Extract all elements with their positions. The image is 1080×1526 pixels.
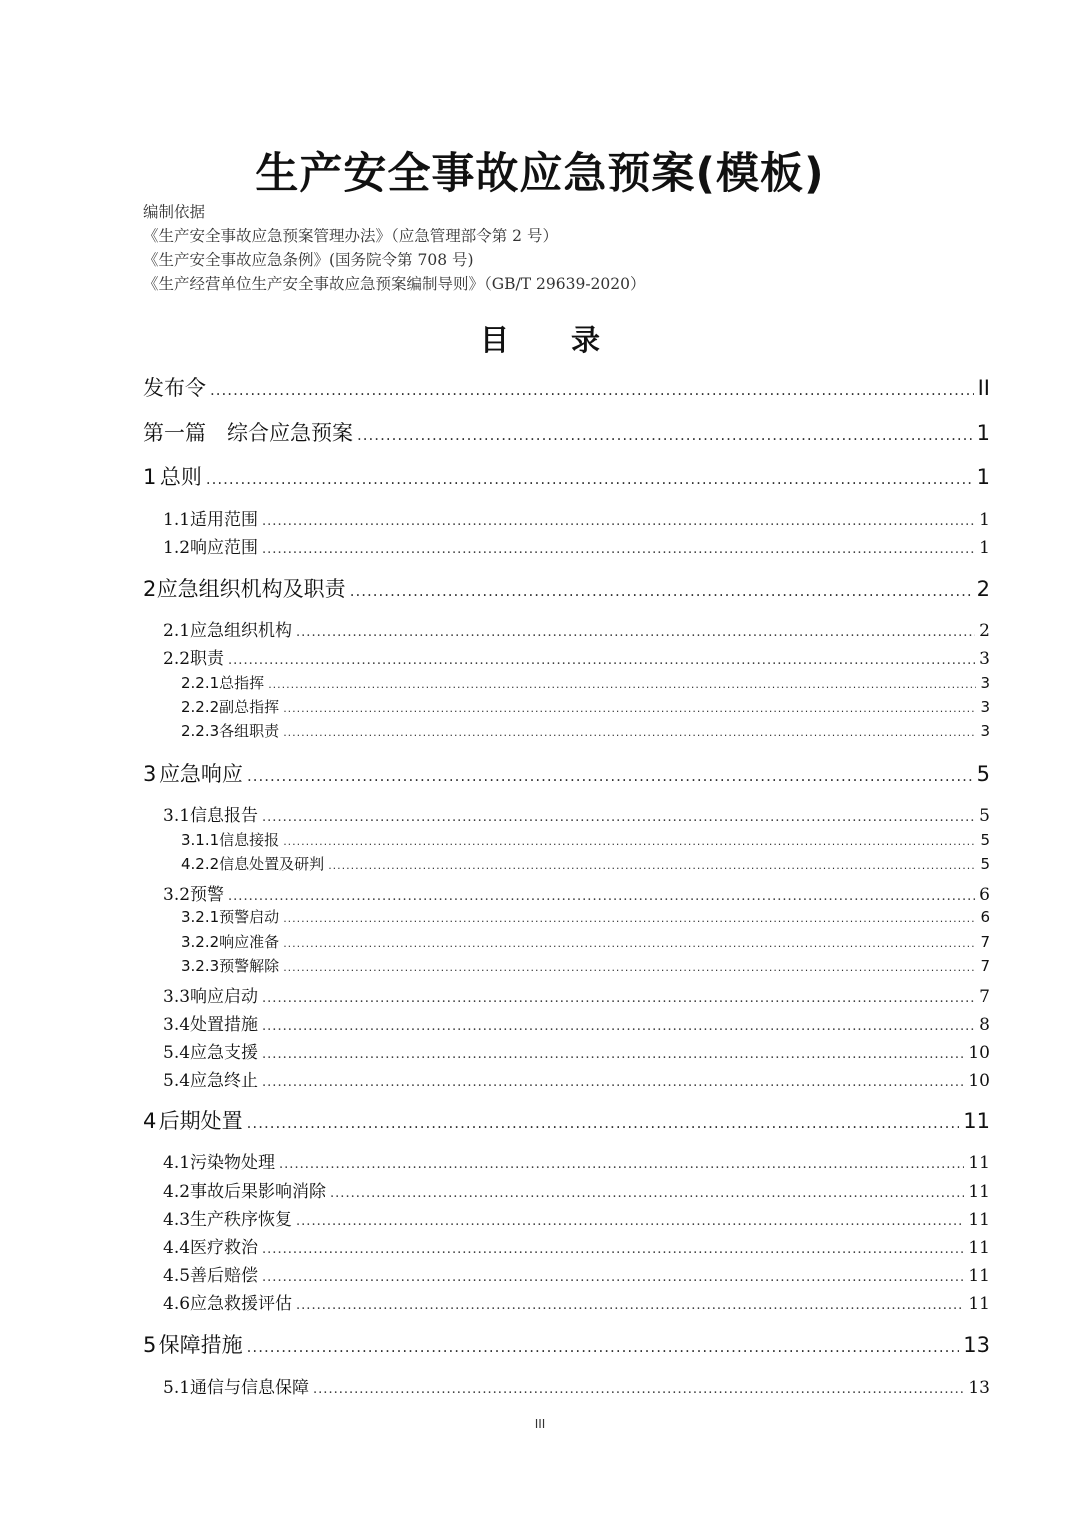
toc-entry[interactable] <box>163 1233 990 1258</box>
toc-leader <box>313 1382 964 1397</box>
toc-entry[interactable] <box>181 829 990 850</box>
toc-entry[interactable] <box>163 1038 990 1063</box>
toc-leader <box>296 1298 964 1313</box>
toc-entry[interactable] <box>163 505 990 530</box>
toc-entry-page: 6 <box>980 908 990 926</box>
toc-entry-label: 发布令 <box>143 376 206 400</box>
toc-entry-page: 5 <box>980 831 990 849</box>
toc-entry-page: 10 <box>968 1043 990 1063</box>
toc-entry-page: 13 <box>968 1378 990 1398</box>
toc-entry[interactable] <box>163 1177 990 1202</box>
toc-entry-number: 4.1 <box>163 1153 191 1173</box>
toc-entry-page: 11 <box>968 1266 990 1286</box>
toc-entry-page: 2 <box>979 621 990 641</box>
toc-entry[interactable] <box>163 616 990 641</box>
toc-entry[interactable] <box>143 417 990 447</box>
toc-entry-number: 2.2.3 <box>181 722 220 740</box>
toc-entry-number: 2 <box>143 577 157 601</box>
toc-entry-number: 5 <box>143 1333 157 1357</box>
toc-entry[interactable] <box>181 955 990 976</box>
toc-entry-label: 信息处置及研判 <box>219 855 325 873</box>
toc-leader <box>262 514 975 529</box>
toc-entry-number: 2.2 <box>163 649 191 669</box>
toc-heading: 目 录 <box>479 323 627 357</box>
toc-entry-number: 5.4 <box>163 1043 191 1063</box>
toc-entry-number: 4.5 <box>163 1266 191 1286</box>
toc-entry[interactable] <box>163 1148 990 1173</box>
toc-entry[interactable] <box>143 1329 990 1359</box>
toc-entry-number: 2.1 <box>163 621 191 641</box>
toc-entry-label: 保障措施 <box>158 1333 243 1357</box>
toc-entry-page: 11 <box>968 1153 990 1173</box>
toc-leader <box>262 542 975 557</box>
toc-entry-page: 3 <box>980 674 990 692</box>
toc-entry[interactable] <box>163 1205 990 1230</box>
toc-entry-label: 处置措施 <box>190 1015 259 1035</box>
toc-leader <box>247 1114 960 1132</box>
toc-leader <box>330 1186 964 1201</box>
toc-entry-page: 3 <box>980 722 990 740</box>
basis-item: 《生产安全事故应急条例》(国务院令第 708 号) <box>143 251 474 269</box>
toc-entry-page: 5 <box>979 806 990 826</box>
toc-entry-number: 3 <box>143 762 157 786</box>
toc-entry-page: 3 <box>980 698 990 716</box>
basis-heading: 编制依据 <box>143 203 206 221</box>
toc-entry-number: 4.2.2 <box>181 855 220 873</box>
toc-entry-number: 3.2.2 <box>181 933 220 951</box>
toc-entry-page: 8 <box>979 1015 990 1035</box>
toc-leader <box>350 582 973 600</box>
toc-leader <box>283 726 976 739</box>
toc-entry-number: 3.3 <box>163 987 191 1007</box>
toc-entry[interactable] <box>163 1010 990 1035</box>
toc-entry-label: 应急组织机构 <box>190 621 293 641</box>
toc-leader <box>283 912 976 925</box>
basis-item: 《生产安全事故应急预案管理办法》（应急管理部令第 2 号） <box>143 227 558 245</box>
toc-entry-page: 11 <box>968 1238 990 1258</box>
toc-entry-label: 各组职责 <box>219 722 280 740</box>
toc-leader <box>283 961 976 974</box>
toc-entry-label: 第一篇 综合应急预案 <box>143 421 353 445</box>
toc-entry-label: 生产秩序恢复 <box>190 1210 293 1230</box>
toc-entry[interactable] <box>181 696 990 717</box>
toc-entry-page: 1 <box>976 465 990 489</box>
toc-entry-label: 应急组织机构及职责 <box>156 577 346 601</box>
toc-entry[interactable] <box>163 1261 990 1286</box>
toc-leader <box>268 678 976 691</box>
toc-leader <box>247 767 973 785</box>
basis-item: 《生产经营单位生产安全事故应急预案编制导则》（GB/T 29639-2020） <box>143 275 646 293</box>
toc-leader <box>228 889 975 904</box>
toc-entry[interactable] <box>163 1289 990 1314</box>
toc-leader <box>296 1214 964 1229</box>
toc-entry-page: 13 <box>963 1333 990 1357</box>
toc-leader <box>262 1047 964 1062</box>
toc-entry[interactable] <box>181 672 990 693</box>
toc-entry-page: 11 <box>968 1294 990 1314</box>
toc-leader <box>228 653 975 668</box>
toc-entry-number: 2.2.2 <box>181 698 220 716</box>
toc-entry[interactable] <box>181 906 990 927</box>
toc-leader <box>210 381 974 399</box>
toc-entry[interactable] <box>163 880 990 905</box>
toc-leader <box>357 426 973 444</box>
toc-entry-number: 3.4 <box>163 1015 191 1035</box>
toc-entry-number: 1 <box>143 465 157 489</box>
toc-entry-number: 4.2 <box>163 1182 191 1202</box>
toc-leader <box>262 1270 964 1285</box>
toc-entry-page: 1 <box>976 421 990 445</box>
toc-entry-number: 5.1 <box>163 1378 191 1398</box>
toc-entry-number: 1.2 <box>163 538 191 558</box>
toc-entry[interactable] <box>163 1066 990 1091</box>
toc-entry-label: 预警 <box>190 885 225 905</box>
toc-entry-number: 5.4 <box>163 1071 191 1091</box>
toc-entry-page: 1 <box>979 510 990 530</box>
toc-leader <box>262 1242 964 1257</box>
toc-entry[interactable] <box>163 801 990 826</box>
toc-leader <box>296 625 975 640</box>
toc-leader <box>262 1075 964 1090</box>
toc-entry-label: 通信与信息保障 <box>190 1378 310 1398</box>
toc-entry-label: 应急支援 <box>190 1043 259 1063</box>
toc-entry-label: 总则 <box>159 465 202 489</box>
toc-leader <box>262 810 975 825</box>
toc-entry-label: 预警解除 <box>219 957 280 975</box>
toc-entry-label: 应急响应 <box>158 762 243 786</box>
toc-entry-number: 1.1 <box>163 510 191 530</box>
toc-entry-page: 11 <box>968 1210 990 1230</box>
toc-entry-page: 5 <box>980 855 990 873</box>
toc-entry-number: 2.2.1 <box>181 674 220 692</box>
toc-entry[interactable] <box>143 461 990 491</box>
toc-entry-label: 适用范围 <box>190 510 259 530</box>
toc-entry-number: 3.1.1 <box>181 831 220 849</box>
toc-entry-number: 4.6 <box>163 1294 191 1314</box>
toc-leader <box>283 835 976 848</box>
toc-entry-label: 信息接报 <box>219 831 280 849</box>
toc-entry-page: II <box>977 376 990 400</box>
toc-leader <box>328 859 976 872</box>
toc-entry[interactable] <box>163 1373 990 1398</box>
toc-entry[interactable] <box>143 1105 990 1135</box>
toc-entry-label: 善后赔偿 <box>190 1266 259 1286</box>
toc-entry[interactable] <box>163 982 990 1007</box>
toc-entry[interactable] <box>143 372 990 402</box>
toc-leader <box>247 1338 960 1356</box>
toc-entry-label: 响应范围 <box>190 538 259 558</box>
toc-entry-page: 3 <box>979 649 990 669</box>
toc-entry-page: 7 <box>980 933 990 951</box>
toc-entry[interactable] <box>163 644 990 669</box>
toc-entry-label: 预警启动 <box>219 908 280 926</box>
toc-entry-number: 3.2.3 <box>181 957 220 975</box>
toc-entry-label: 响应准备 <box>219 933 280 951</box>
toc-entry-page: 7 <box>980 957 990 975</box>
toc-entry[interactable] <box>143 758 990 788</box>
toc-entry[interactable] <box>181 931 990 952</box>
toc-leader <box>283 937 976 950</box>
toc-entry-page: 5 <box>976 762 990 786</box>
toc-entry-page: 1 <box>979 538 990 558</box>
toc-leader <box>262 1019 975 1034</box>
toc-entry-page: 2 <box>976 577 990 601</box>
toc-entry-page: 6 <box>979 885 990 905</box>
toc-entry[interactable] <box>143 573 990 603</box>
toc-entry-number: 4.4 <box>163 1238 191 1258</box>
toc-entry-label: 事故后果影响消除 <box>190 1182 327 1202</box>
toc-leader <box>206 470 973 488</box>
toc-entry-number: 4.3 <box>163 1210 191 1230</box>
toc-entry-label: 总指挥 <box>219 674 265 692</box>
toc-entry-number: 3.2 <box>163 885 191 905</box>
toc-entry-page: 10 <box>968 1071 990 1091</box>
toc-leader <box>283 702 976 715</box>
toc-entry-label: 应急终止 <box>190 1071 259 1091</box>
toc-leader <box>279 1157 964 1172</box>
toc-entry[interactable] <box>181 853 990 874</box>
document-title: 生产安全事故应急预案(模板) <box>255 149 825 199</box>
toc-entry-label: 后期处置 <box>158 1109 243 1133</box>
toc-entry-number: 4 <box>143 1109 157 1133</box>
toc-entry-number: 3.2.1 <box>181 908 220 926</box>
toc-entry-page: 11 <box>968 1182 990 1202</box>
toc-entry-label: 信息报告 <box>190 806 259 826</box>
toc-entry[interactable] <box>181 720 990 741</box>
toc-leader <box>262 991 975 1006</box>
toc-entry-label: 污染物处理 <box>190 1153 276 1173</box>
toc-entry-label: 副总指挥 <box>219 698 280 716</box>
toc-entry-page: 11 <box>963 1109 990 1133</box>
toc-entry-page: 7 <box>979 987 990 1007</box>
page-number: III <box>534 1417 546 1431</box>
toc-entry-label: 应急救援评估 <box>190 1294 293 1314</box>
toc-entry-label: 医疗救治 <box>190 1238 259 1258</box>
toc-entry-label: 响应启动 <box>190 987 259 1007</box>
toc-entry-number: 3.1 <box>163 806 191 826</box>
toc-entry-label: 职责 <box>190 649 225 669</box>
toc-entry[interactable] <box>163 533 990 558</box>
